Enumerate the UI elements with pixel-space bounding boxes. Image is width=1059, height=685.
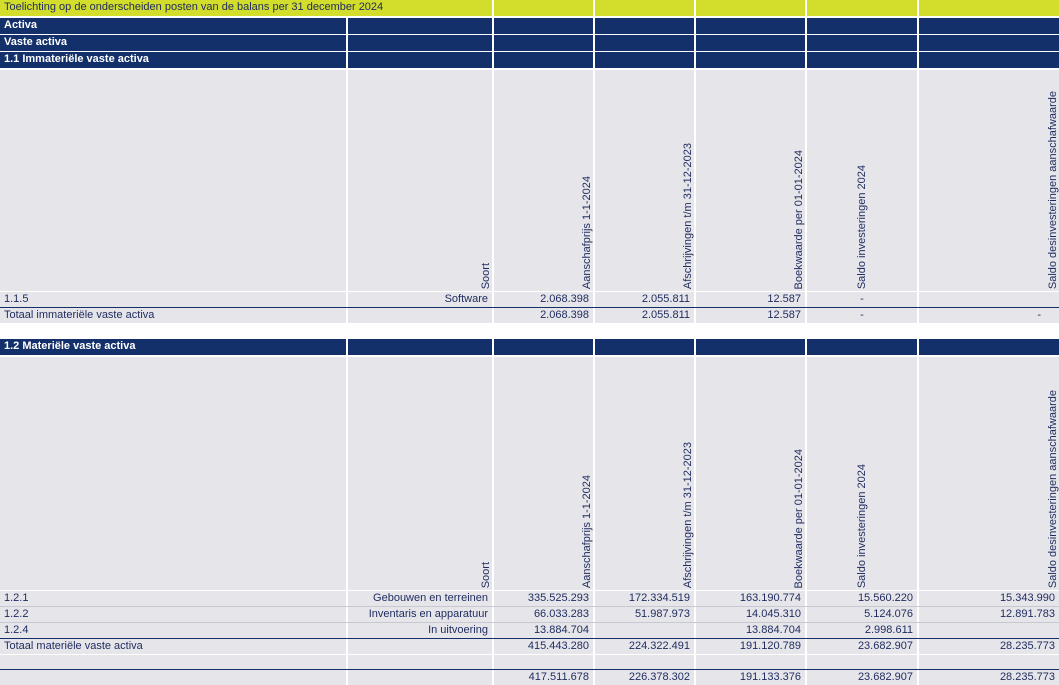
immat-heading: 1.1 Immateriële vaste activa — [4, 53, 149, 65]
table-row — [0, 607, 1059, 622]
row-afschr: 2.055.811 — [641, 293, 690, 305]
grand-total-afschr: 226.378.302 — [628, 671, 690, 683]
row-soort: Gebouwen en terreinen — [373, 592, 488, 604]
mat-header-row — [0, 357, 1059, 590]
total-label: Totaal materiële vaste activa — [4, 640, 143, 652]
total-inv: - — [860, 309, 864, 321]
mat-col-aanschaf: Aanschafprijs 1-1-2024 — [581, 474, 593, 588]
row-boekw: 163.190.774 — [739, 592, 801, 604]
table-row — [0, 623, 1059, 638]
total-inv: 23.682.907 — [857, 640, 913, 652]
grand-total-row — [0, 670, 1059, 685]
immat-header-row — [0, 70, 1059, 291]
row-afschr: 172.334.519 — [628, 592, 690, 604]
total-boekw: 191.120.789 — [739, 640, 801, 652]
mat-col-soort: Soort — [480, 561, 492, 588]
immat-heading-row — [0, 52, 1059, 68]
total-boekw: 12.587 — [767, 309, 801, 321]
row-soort: Software — [444, 293, 488, 305]
mat-col-inv: Saldo investeringen 2024 — [856, 463, 868, 588]
grand-total-desinv: 28.235.773 — [999, 671, 1055, 683]
immat-col-soort: Soort — [480, 262, 492, 289]
immat-col-inv: Saldo investeringen 2024 — [856, 164, 868, 289]
spacer-row — [0, 655, 1059, 669]
total-aanschaf: 415.443.280 — [527, 640, 589, 652]
mat-heading: 1.2 Materiële vaste activa — [4, 340, 136, 352]
table-row — [0, 591, 1059, 606]
row-code: 1.2.2 — [4, 608, 29, 620]
mat-col-desinv: Saldo desinvesteringen aanschafwaarde — [1047, 389, 1059, 588]
row-aanschaf: 2.068.398 — [540, 293, 589, 305]
immat-col-desinv: Saldo desinvesteringen aanschafwaarde — [1047, 90, 1059, 289]
immat-total-row — [0, 308, 1059, 323]
activa-row — [0, 18, 1059, 34]
row-aanschaf: 335.525.293 — [527, 592, 589, 604]
row-aanschaf: 13.884.704 — [533, 624, 589, 636]
total-afschr: 224.322.491 — [628, 640, 690, 652]
immat-col-aanschaf: Aanschafprijs 1-1-2024 — [581, 175, 593, 289]
row-inv: 15.560.220 — [857, 592, 913, 604]
row-inv: 5.124.076 — [864, 608, 913, 620]
row-inv: - — [860, 293, 864, 305]
total-label: Totaal immateriële vaste activa — [4, 309, 155, 321]
row-code: 1.2.1 — [4, 592, 29, 604]
row-afschr: 51.987.973 — [634, 608, 690, 620]
activa-label: Activa — [4, 19, 38, 31]
row-code: 1.1.5 — [4, 293, 29, 305]
mat-col-afschr: Afschrijvingen t/m 31-12-2023 — [682, 441, 694, 588]
vaste-activa-row — [0, 35, 1059, 51]
row-code: 1.2.4 — [4, 624, 29, 636]
mat-heading-row — [0, 339, 1059, 355]
immat-col-afschr: Afschrijvingen t/m 31-12-2023 — [682, 142, 694, 289]
total-afschr: 2.055.811 — [641, 309, 690, 321]
row-boekw: 14.045.310 — [745, 608, 801, 620]
row-boekw: 12.587 — [767, 293, 801, 305]
title-cell — [0, 0, 492, 16]
title-row — [0, 0, 1059, 16]
row-boekw: 13.884.704 — [745, 624, 801, 636]
grand-total-inv: 23.682.907 — [857, 671, 913, 683]
vaste-activa-label: Vaste activa — [4, 36, 67, 48]
page-title: Toelichting op de onderscheiden posten van de balans per 31 december 2024 — [4, 1, 384, 13]
total-desinv: - — [1037, 309, 1041, 321]
mat-total-row — [0, 639, 1059, 654]
table-row — [0, 292, 1059, 307]
immat-col-boekw: Boekwaarde per 01-01-2024 — [793, 149, 805, 289]
grand-total-aanschaf: 417.511.678 — [528, 671, 589, 683]
total-aanschaf: 2.068.398 — [540, 309, 589, 321]
total-desinv: 28.235.773 — [999, 640, 1055, 652]
mat-col-boekw: Boekwaarde per 01-01-2024 — [793, 448, 805, 588]
row-inv: 2.998.611 — [864, 624, 913, 636]
grand-total-boekw: 191.133.376 — [739, 671, 801, 683]
row-desinv: 15.343.990 — [999, 592, 1055, 604]
row-aanschaf: 66.033.283 — [533, 608, 589, 620]
row-desinv: 12.891.783 — [999, 608, 1055, 620]
row-soort: Inventaris en apparatuur — [368, 608, 488, 620]
row-soort: In uitvoering — [428, 624, 488, 636]
